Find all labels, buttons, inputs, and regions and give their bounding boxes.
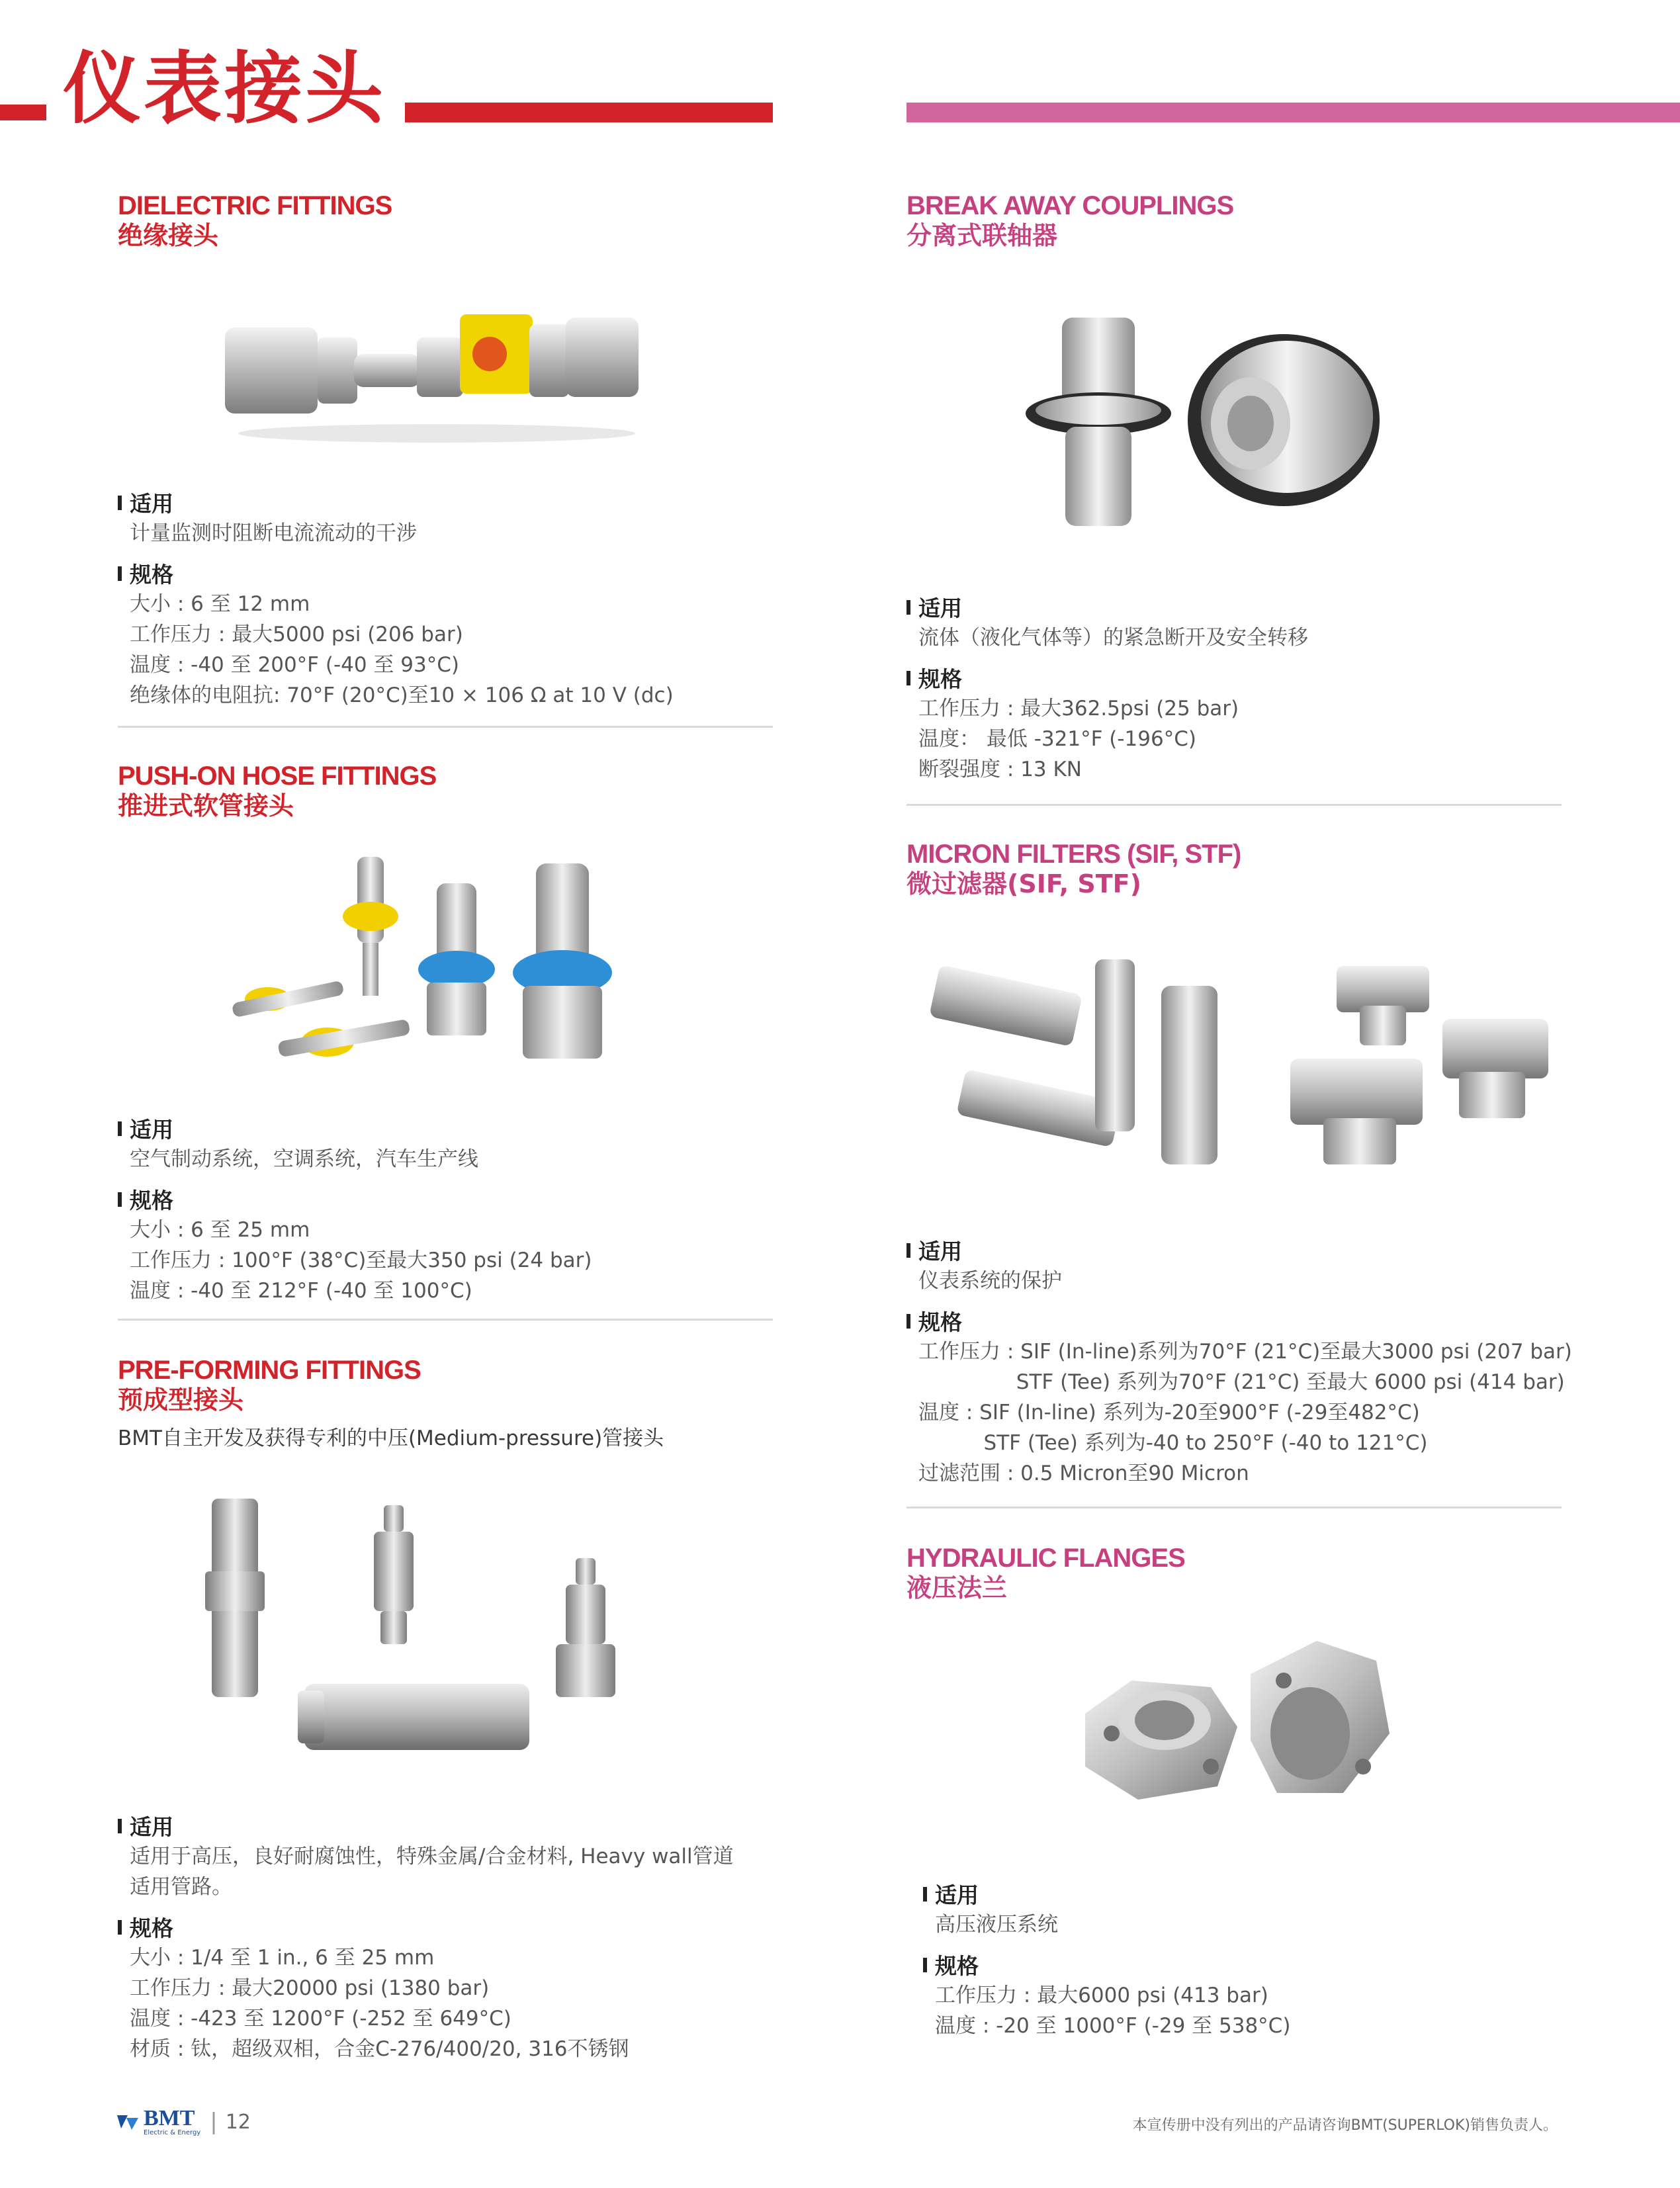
divider (118, 1319, 773, 1321)
section-title-zh: 液压法兰 (906, 1573, 1008, 1602)
section-title-zh: 分离式联轴器 (906, 221, 1058, 250)
apply-label: 适用 (923, 1878, 1651, 1909)
section-title-zh: 微过滤器(SIF, STF) (906, 869, 1142, 898)
spec-label: 规格 (118, 1911, 779, 1943)
section-title-en: PRE-FORMING FITTINGS (118, 1356, 421, 1385)
spec-line: 工作压力 : 最大6000 psi (413 bar) (935, 1984, 1268, 2007)
pushon-details (118, 1104, 779, 1306)
footer-separator: | (210, 2109, 218, 2135)
spec-line: 工作压力 : 100°F (38°C)至最大350 psi (24 bar) (130, 1248, 592, 1272)
apply-label: 适用 (118, 1810, 779, 1841)
apply-label: 适用 (906, 1235, 1667, 1266)
dielectric-fitting-image (218, 291, 648, 450)
spec-line: 大小 : 6 至 12 mm (130, 592, 310, 616)
apply-label: 适用 (906, 591, 1634, 623)
spec-label: 规格 (906, 1305, 1667, 1336)
page-number: 12 (225, 2110, 251, 2134)
spec-line: STF (Tee) 系列为70°F (21°C) 至最大 6000 psi (414 bar) (918, 1370, 1565, 1394)
header-bar-pink (906, 103, 1680, 122)
hydraulic-flange-image (1065, 1634, 1409, 1833)
spec-label: 规格 (118, 558, 779, 589)
section-title-zh: 推进式软管接头 (118, 791, 294, 820)
apply-line: 仪表系统的保护 (918, 1269, 1062, 1293)
spec-line: 温度 : SIF (In-line) 系列为-20至900°F (-29至482°C) (918, 1401, 1420, 1424)
apply-line: 高压液压系统 (935, 1913, 1058, 1937)
section-title-zh: 绝缘接头 (118, 221, 219, 250)
divider (906, 1507, 1562, 1509)
dielectric-details (118, 478, 779, 711)
spec-line: 绝缘体的电阻抗: 70°F (20°C)至10 × 106 Ω at 10 V (dc) (130, 683, 674, 707)
spec-line: 过滤范围 : 0.5 Micron至90 Micron (918, 1462, 1249, 1485)
section-title-en: PUSH-ON HOSE FITTINGS (118, 762, 437, 791)
section-title-en: BREAK AWAY COUPLINGS (906, 191, 1234, 220)
preforming-details (118, 1801, 779, 2064)
spec-line: 材质 : 钛，超级双相，合金C-276/400/20, 316不锈钢 (130, 2037, 629, 2061)
apply-label: 适用 (118, 487, 779, 518)
apply-line: 空气制动系统，空调系统，汽车生产线 (130, 1147, 478, 1171)
micron-filter-image (920, 953, 1562, 1178)
hydraulic-flange-details (923, 1869, 1651, 2041)
footer-logo (116, 2107, 251, 2136)
spec-line: 温度 : -423 至 1200°F (-252 至 649°C) (130, 2007, 511, 2031)
apply-line: 适用于高压，良好耐腐蚀性，特殊金属/合金材料, Heavy wall管道 (130, 1845, 734, 1868)
section-intro: BMT自主开发及获得专利的中压(Medium-pressure)管接头 (118, 1426, 664, 1450)
apply-line: 适用管路。 (130, 1875, 232, 1899)
spec-label: 规格 (118, 1184, 779, 1215)
breakaway-coupling-image (1026, 304, 1436, 543)
preforming-fitting-image (199, 1492, 629, 1783)
spec-label: 规格 (906, 662, 1634, 693)
spec-line: 大小 : 6 至 25 mm (130, 1218, 310, 1242)
section-dielectric (118, 191, 779, 251)
spec-line: 工作压力 : 最大20000 psi (1380 bar) (130, 1976, 490, 2000)
spec-line: 温度 : -40 至 200°F (-40 至 93°C) (130, 653, 459, 677)
spec-line: 工作压力 : SIF (In-line)系列为70°F (21°C)至最大3000 psi (207 bar) (918, 1340, 1572, 1364)
section-title-en: MICRON FILTERS (SIF, STF) (906, 840, 1241, 869)
section-title-en: DIELECTRIC FITTINGS (118, 191, 392, 220)
section-title-zh: 预成型接头 (118, 1385, 244, 1415)
spec-line: STF (Tee) 系列为-40 to 250°F (-40 to 121°C) (918, 1431, 1428, 1455)
spec-line: 工作压力 : 最大5000 psi (206 bar) (130, 623, 463, 646)
section-hydraulic-flanges (906, 1543, 1568, 1604)
spec-line: 温度 : -40 至 212°F (-40 至 100°C) (130, 1279, 472, 1303)
header-bar-red (405, 103, 773, 122)
section-title-en: HYDRAULIC FLANGES (906, 1544, 1185, 1573)
spec-line: 工作压力 : 最大362.5psi (25 bar) (918, 697, 1239, 721)
spec-line: 大小 : 1/4 至 1 in., 6 至 25 mm (130, 1946, 435, 1970)
pushon-fitting-image (218, 850, 629, 1075)
page-title: 仪表接头 (63, 43, 386, 134)
spec-line: 温度 : -20 至 1000°F (-29 至 538°C) (935, 2014, 1291, 2038)
divider (906, 804, 1562, 806)
micron-filter-details (906, 1225, 1667, 1489)
spec-line: 断裂强度 : 13 KN (918, 758, 1082, 781)
logo-subtitle: Electric & Energy (144, 2129, 201, 2136)
section-pushon (118, 761, 779, 822)
apply-label: 适用 (118, 1113, 779, 1144)
apply-line: 流体（液化气体等）的紧急断开及安全转移 (918, 626, 1308, 650)
section-preforming (118, 1355, 779, 1451)
divider (118, 726, 773, 728)
footer-note: 本宣传册中没有列出的产品请咨询BMT(SUPERLOK)销售负责人。 (1132, 2117, 1558, 2134)
spec-label: 规格 (923, 1949, 1651, 1980)
bmt-logo-icon (116, 2113, 140, 2131)
logo-text: BMT (144, 2106, 195, 2130)
breakaway-details (906, 582, 1634, 785)
section-micron-filters (906, 839, 1568, 900)
apply-line: 计量监测时阻断电流流动的干涉 (130, 521, 417, 545)
header-bar-left-stub (0, 105, 46, 120)
section-breakaway (906, 191, 1568, 251)
spec-line: 温度： 最低 -321°F (-196°C) (918, 727, 1196, 751)
